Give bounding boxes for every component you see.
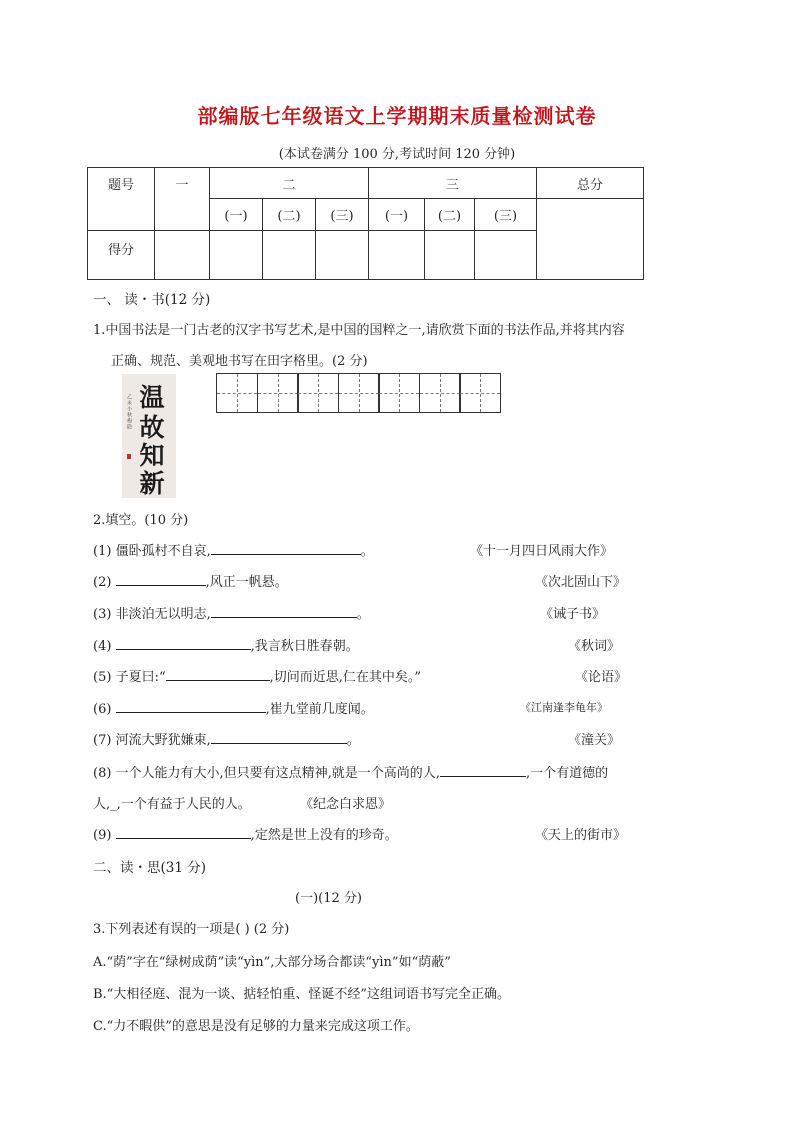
score-cell[interactable]	[475, 231, 537, 280]
item-number: (4)	[93, 639, 112, 654]
item-text-pre: (8) 一个人能力有大小,但只要有这点精神,就是一个高尚的人,	[93, 766, 440, 781]
sub-header-3-2: (二)	[425, 199, 475, 231]
source-8: 《纪念白求恩》	[300, 797, 392, 812]
section1-heading: 一、 读・书(12 分)	[93, 292, 211, 308]
tianzige-cell[interactable]	[297, 373, 339, 413]
page-title: 部编版七年级语文上学期期末质量检测试卷	[197, 104, 597, 128]
exam-info: (本试卷满分 100 分,考试时间 120 分钟)	[278, 147, 516, 162]
total-score-cell[interactable]	[537, 199, 644, 280]
answer-blank[interactable]	[211, 729, 347, 744]
item-text-post: ,一个有道德的	[525, 766, 609, 781]
item-text-post: ,风正一帆悬。	[205, 575, 288, 590]
answer-blank[interactable]	[116, 571, 206, 586]
fill-item-5	[93, 666, 421, 685]
source-7: 《潼关》	[568, 733, 621, 748]
score-cell[interactable]	[425, 231, 475, 280]
source-3: 《诫子书》	[540, 607, 606, 622]
answer-blank[interactable]	[211, 540, 361, 555]
answer-blank[interactable]	[166, 666, 270, 681]
source-5: 《论语》	[575, 670, 628, 685]
col-header-total: 总分	[537, 168, 644, 199]
section2-heading: 二、读・思(31 分)	[93, 860, 207, 876]
score-cell[interactable]	[210, 231, 263, 280]
calligraphy-char-2: 故	[139, 413, 165, 442]
col-header-three: 三	[369, 168, 537, 199]
answer-blank[interactable]	[116, 635, 251, 650]
sub-header-2-2: (二)	[263, 199, 316, 231]
answer-blank[interactable]	[211, 603, 357, 618]
item-text-post: 。	[346, 733, 360, 748]
item-number: (2)	[93, 575, 112, 590]
sub-header-3-1: (一)	[369, 199, 425, 231]
tianzige-cell[interactable]	[419, 373, 461, 413]
source-1: 《十一月四日风雨大作》	[470, 544, 614, 559]
answer-blank[interactable]	[440, 762, 526, 777]
sub-header-3-3: (三)	[475, 199, 537, 231]
sub-header-2-1: (一)	[210, 199, 263, 231]
item-text-post: 。	[356, 607, 370, 622]
col-header-one: 一	[155, 168, 210, 231]
fill-item-2	[93, 571, 288, 590]
item-text-post: ,定然是世上没有的珍奇。	[250, 828, 398, 843]
item-text-pre: 河流大野犹嫌束,	[115, 733, 211, 748]
row-label-number: 题号	[88, 168, 155, 231]
fill-item-4	[93, 635, 359, 654]
item-number: (3)	[93, 607, 112, 622]
item-number: (7)	[93, 733, 112, 748]
fill-item-6	[93, 698, 374, 717]
score-cell[interactable]	[155, 231, 210, 280]
fill-item-8-line1	[93, 762, 608, 781]
item-text-post: 。	[360, 544, 374, 559]
col-header-two: 二	[210, 168, 369, 199]
row-label-score: 得分	[88, 231, 155, 280]
item-text-post: ,我言秋日胜春朝。	[250, 639, 359, 654]
seal-stamp	[127, 454, 131, 459]
item-number: (9)	[93, 828, 112, 843]
source-9: 《天上的街市》	[535, 828, 627, 843]
item-text-pre: 僵卧孤村不自哀,	[115, 544, 211, 559]
calligraphy-inscription: 乙未小秋梅隐	[126, 394, 132, 430]
q3-text: 3.下列表述有误的一项是( ) (2 分)	[93, 922, 290, 937]
item-number: (6)	[93, 702, 112, 717]
calligraphy-char-3: 知	[139, 441, 165, 470]
answer-blank[interactable]	[116, 698, 266, 713]
tianzige-cell[interactable]	[378, 373, 420, 413]
item-text-pre: 子夏曰:“	[115, 670, 166, 685]
sub-header-2-3: (三)	[316, 199, 369, 231]
q1-text-line2: 正确、规范、美观地书写在田字格里。(2 分)	[111, 354, 368, 369]
tianzige-grid	[216, 373, 501, 413]
tianzige-cell[interactable]	[216, 373, 258, 413]
q2-heading: 2.填空。(10 分)	[93, 513, 189, 528]
option-c[interactable]: C.“力不暇供”的意思是没有足够的力量来完成这项工作。	[93, 1019, 419, 1034]
tianzige-cell[interactable]	[257, 373, 299, 413]
calligraphy-char-4: 新	[139, 469, 165, 498]
item-text-pre: 非淡泊无以明志,	[115, 607, 211, 622]
option-b[interactable]: B.“大相径庭、混为一谈、掂轻怕重、怪诞不经”这组词语书写完全正确。	[93, 987, 510, 1002]
tianzige-cell[interactable]	[338, 373, 380, 413]
fill-item-9	[93, 824, 398, 843]
fill-item-3	[93, 603, 370, 622]
score-table	[87, 167, 644, 280]
calligraphy-image	[122, 374, 176, 498]
source-6: 《江南逢李龟年》	[520, 701, 608, 714]
calligraphy-char-1: 温	[139, 383, 165, 412]
item-text-post: ,切问而近思,仁在其中矣。”	[269, 670, 422, 685]
fill-item-7	[93, 729, 360, 748]
part-heading: (一)(12 分)	[295, 891, 362, 906]
score-cell[interactable]	[369, 231, 425, 280]
score-cell[interactable]	[316, 231, 369, 280]
source-2: 《次北固山下》	[535, 575, 627, 590]
item-number: (1)	[93, 544, 112, 559]
item-number: (5)	[93, 670, 112, 685]
option-a[interactable]: A.“荫”字在“绿树成荫”读“yìn”,大部分场合都读“yìn”如“荫蔽”	[93, 955, 451, 970]
answer-blank[interactable]	[116, 824, 251, 839]
fill-item-1	[93, 540, 374, 559]
item-text-post: ,崔九堂前几度闻。	[265, 702, 374, 717]
source-4: 《秋词》	[568, 639, 621, 654]
tianzige-cell[interactable]	[459, 373, 501, 413]
q1-text-line1: 1.中国书法是一门古老的汉字书写艺术,是中国的国粹之一,请欣赏下面的书法作品,并将其内容	[93, 323, 625, 338]
fill-item-8-line2: 人,_,一个有益于人民的人。	[93, 797, 251, 812]
score-cell[interactable]	[263, 231, 316, 280]
